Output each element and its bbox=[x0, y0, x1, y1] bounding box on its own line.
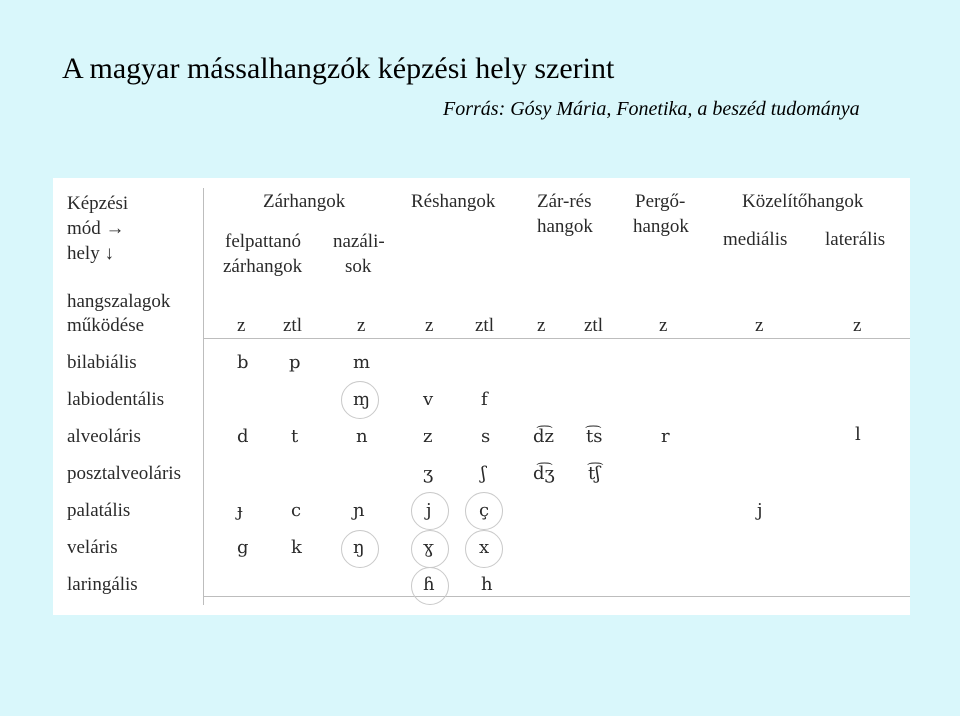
symbol-eng: ŋ bbox=[353, 537, 365, 558]
symbol-c: c bbox=[291, 500, 302, 521]
voicing-value: z bbox=[237, 315, 246, 336]
subheader-nazali: nazáli- bbox=[333, 231, 385, 252]
header-zar-res-2: hangok bbox=[537, 216, 593, 237]
symbol-d: d bbox=[237, 426, 249, 447]
symbol-g: g bbox=[237, 537, 249, 558]
symbol-j-fricative: j bbox=[426, 500, 432, 521]
symbol-l: l bbox=[855, 424, 861, 445]
symbol-j-approximant: j bbox=[757, 500, 763, 521]
header-zarhangok: Zárhangok bbox=[263, 191, 346, 212]
place-velaris: veláris bbox=[67, 537, 118, 558]
place-labiodentalis: labiodentális bbox=[67, 389, 165, 410]
consonant-table bbox=[53, 178, 910, 615]
voicing-value: ztl bbox=[584, 315, 603, 336]
header-zar-res-1: Zár-rés bbox=[537, 191, 592, 212]
header-pergo-1: Pergő- bbox=[635, 191, 686, 212]
header-kozelito: Közelítőhangok bbox=[742, 191, 864, 212]
voicing-value: z bbox=[537, 315, 546, 336]
voicing-value: z bbox=[425, 315, 434, 336]
corner-label-1: Képzési bbox=[67, 193, 129, 214]
source-citation: Forrás: Gósy Mária, Fonetika, a beszéd tudománya bbox=[443, 98, 860, 120]
symbol-r: r bbox=[661, 426, 670, 447]
voicing-value: z bbox=[659, 315, 668, 336]
symbol-z: z bbox=[423, 426, 433, 447]
symbol-v: v bbox=[423, 389, 434, 410]
symbol-voiced-h: ɦ bbox=[423, 574, 435, 595]
subheader-felpattano: felpattanó bbox=[225, 231, 301, 252]
symbol-s: s bbox=[481, 426, 491, 447]
subheader-lateralis: laterális bbox=[825, 229, 886, 250]
subheader-sok: sok bbox=[345, 256, 372, 277]
symbol-zh: ʒ bbox=[423, 463, 434, 484]
symbol-h: h bbox=[481, 574, 493, 595]
symbol-gamma: ɣ bbox=[423, 537, 434, 558]
symbol-tsh: t͡ʃ bbox=[588, 463, 601, 484]
symbol-palatal-nasal: ɲ bbox=[353, 500, 365, 521]
place-palatalis: palatális bbox=[67, 500, 131, 521]
corner-label-2: mód → bbox=[67, 218, 125, 239]
symbol-labiodental-nasal: ɱ bbox=[353, 389, 371, 410]
voicing-value: z bbox=[853, 315, 862, 336]
voicing-value: ztl bbox=[475, 315, 494, 336]
symbol-x: x bbox=[479, 537, 490, 558]
table-divider-header bbox=[203, 338, 910, 339]
corner-label-3: hely ↓ bbox=[67, 243, 114, 264]
voicing-label-1: hangszalagok bbox=[67, 291, 171, 312]
symbol-p: p bbox=[289, 352, 301, 373]
symbol-n: n bbox=[356, 426, 368, 447]
symbol-palatal-stop-voiced: ɟ bbox=[237, 500, 243, 521]
place-alveolaris: alveoláris bbox=[67, 426, 141, 447]
subheader-zarhangok: zárhangok bbox=[223, 256, 303, 277]
place-posztalveolaris: posztalveoláris bbox=[67, 463, 181, 484]
voicing-value: ztl bbox=[283, 315, 302, 336]
voicing-value: z bbox=[755, 315, 764, 336]
symbol-f: f bbox=[481, 389, 488, 410]
voicing-label-2: működése bbox=[67, 315, 145, 336]
symbol-k: k bbox=[291, 537, 302, 558]
table-divider-left bbox=[203, 188, 204, 605]
symbol-c-cedilla: ç bbox=[479, 500, 490, 521]
table-divider-bottom bbox=[203, 596, 910, 597]
symbol-t: t bbox=[291, 426, 299, 447]
voicing-value: z bbox=[357, 315, 366, 336]
page-title: A magyar mássalhangzók képzési hely szerint bbox=[62, 52, 615, 85]
symbol-b: b bbox=[237, 352, 249, 373]
header-reshangok: Réshangok bbox=[411, 191, 496, 212]
place-laringalis: laringális bbox=[67, 574, 138, 595]
subheader-medialis: mediális bbox=[723, 229, 788, 250]
header-pergo-2: hangok bbox=[633, 216, 689, 237]
symbol-sh: ʃ bbox=[481, 463, 486, 484]
place-bilabialis: bilabiális bbox=[67, 352, 137, 373]
symbol-dzh: d͡ʒ bbox=[533, 463, 555, 484]
symbol-ts: t͡s bbox=[586, 426, 603, 447]
symbol-dz: d͡z bbox=[533, 426, 555, 447]
symbol-m: m bbox=[353, 352, 371, 373]
